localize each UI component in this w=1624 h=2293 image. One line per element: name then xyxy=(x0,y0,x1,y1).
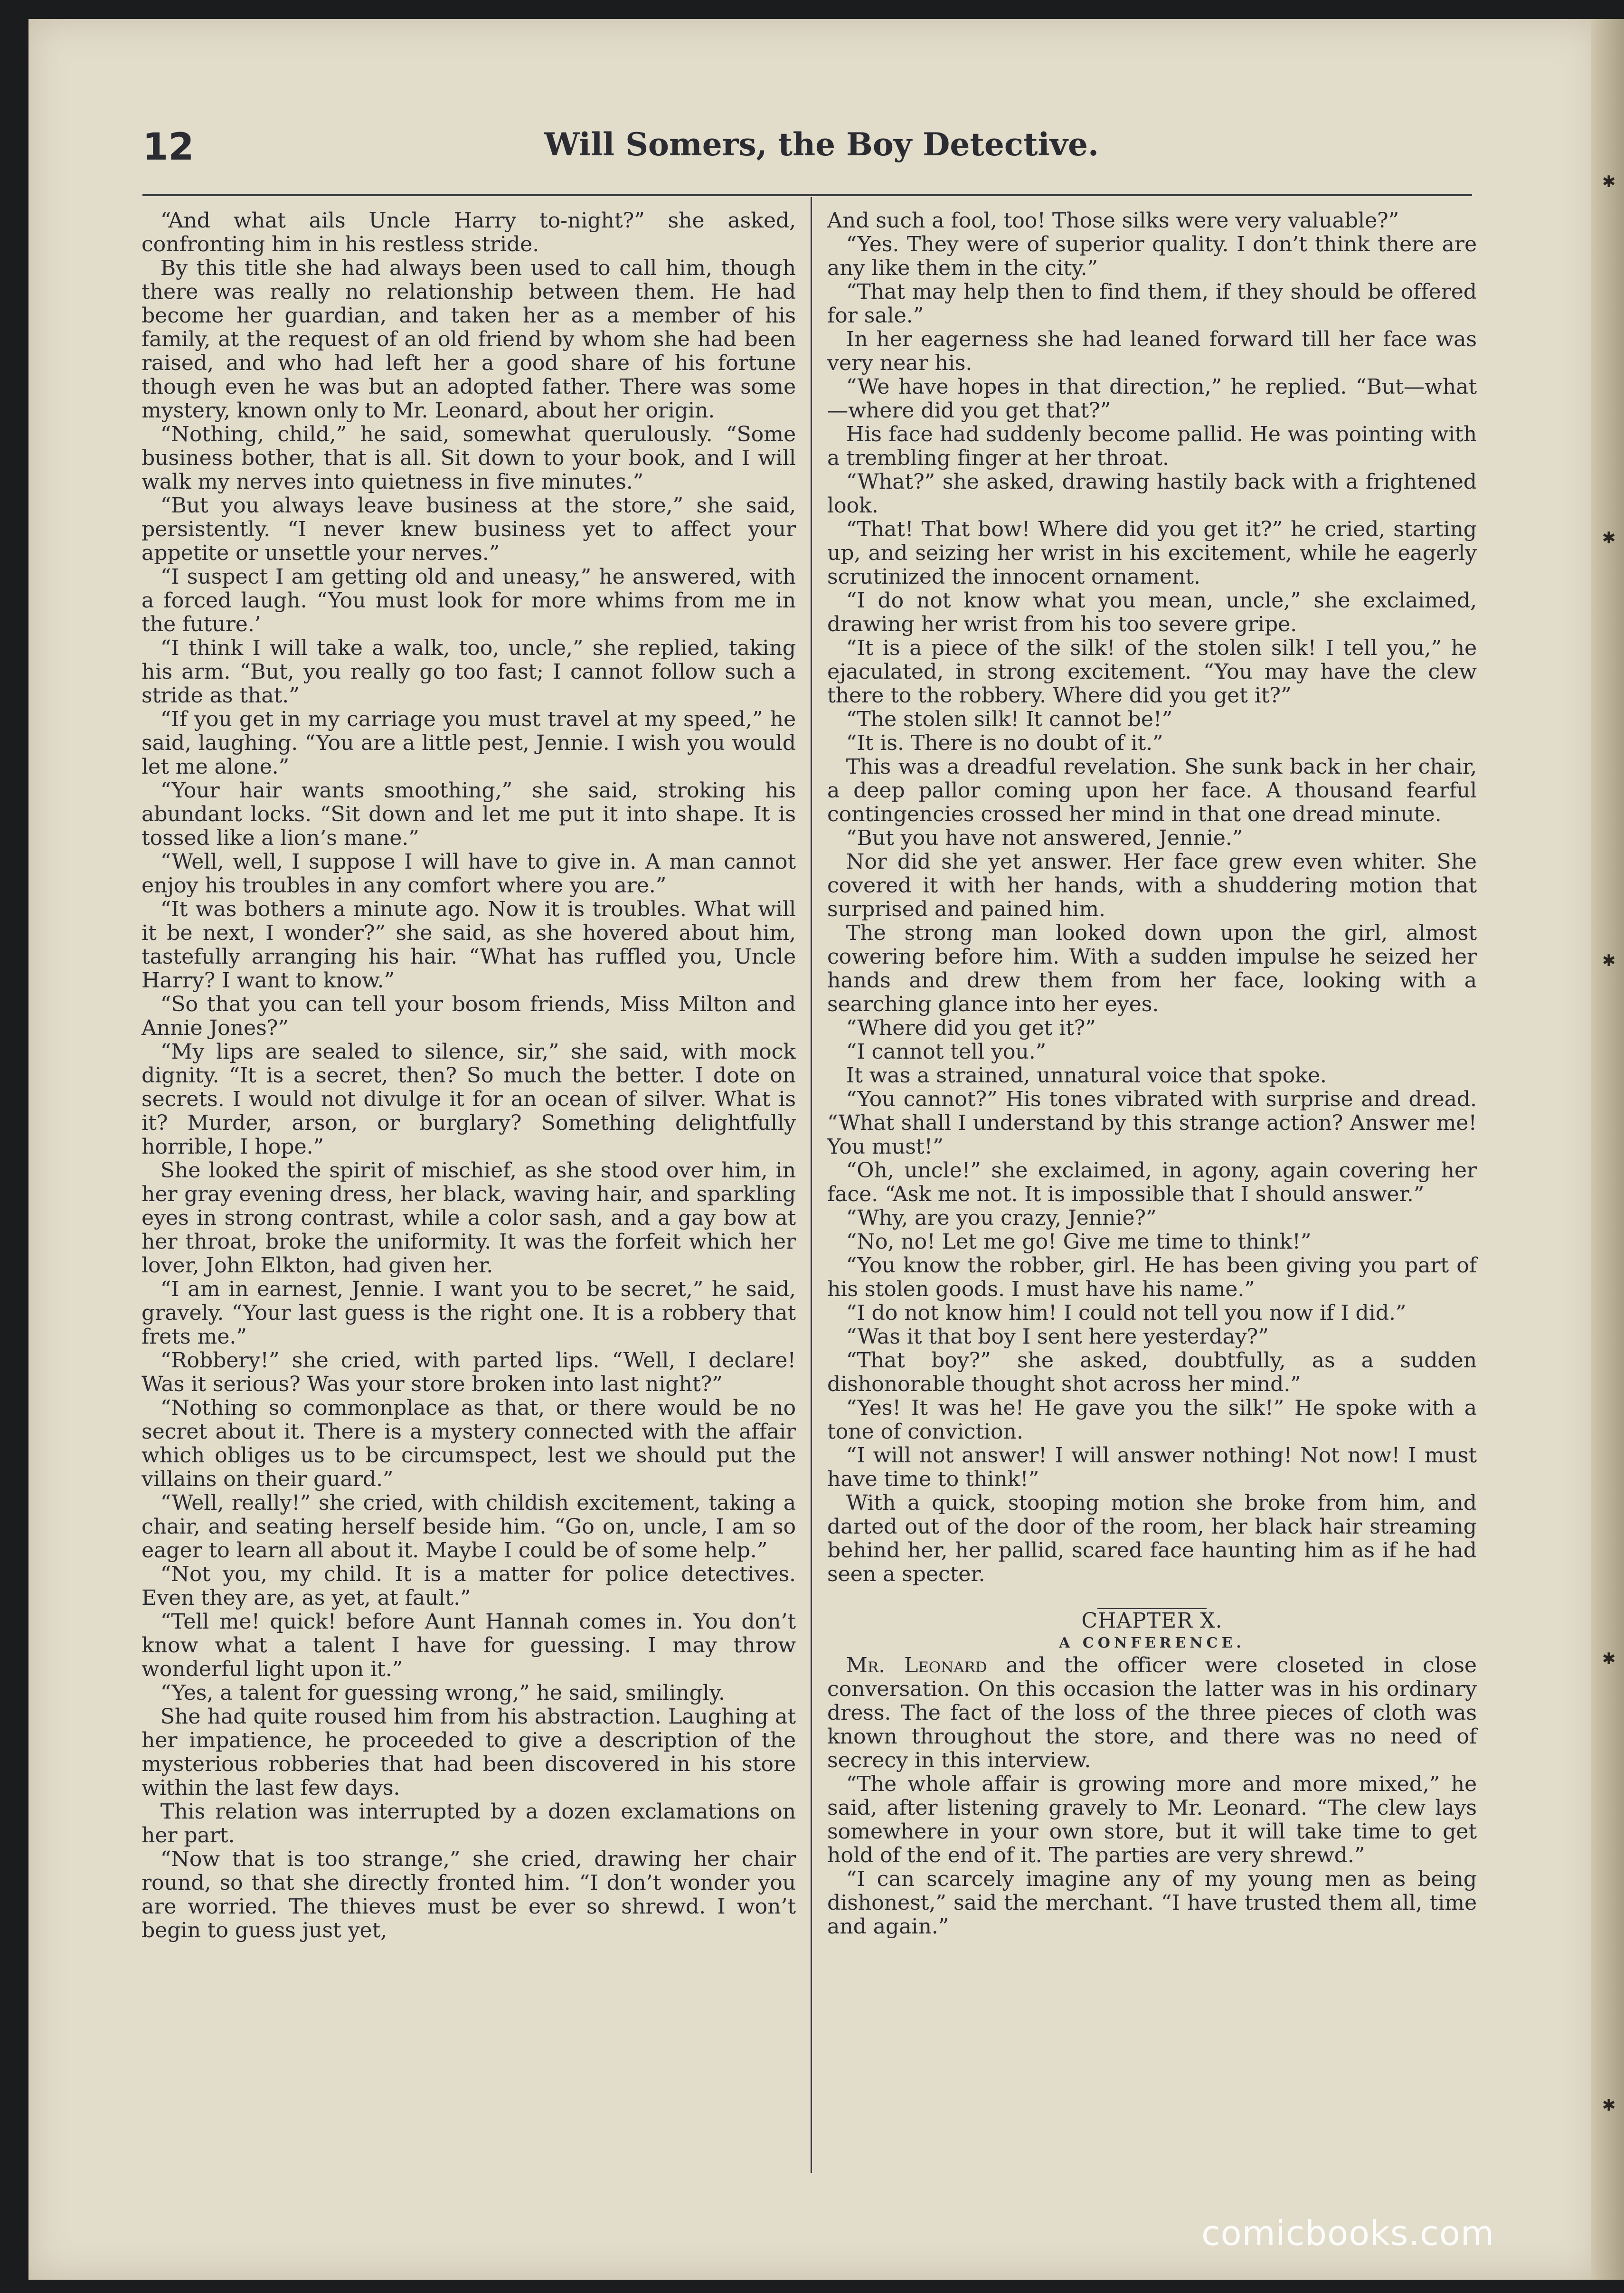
opening-name: Mr. Leonard xyxy=(846,1653,987,1677)
paragraph: “You cannot?” His tones vibrated with surprise and dread. “What shall I understand by this strange action? Answer me! You must!” xyxy=(827,1087,1477,1159)
chapter-opening-paragraph xyxy=(827,1654,1477,1772)
paragraph: “Yes. They were of superior quality. I don’t think there are any like them in the city.” xyxy=(827,232,1477,280)
paragraph: “Yes! It was he! He gave you the silk!” He spoke with a tone of conviction. xyxy=(827,1396,1477,1444)
paragraph: “Not you, my child. It is a matter for police detectives. Even they are, as yet, at fault.” xyxy=(142,1562,796,1610)
binding-tear-mark: ✱ xyxy=(1602,172,1616,191)
paragraph: “I do not know what you mean, uncle,” she exclaimed, drawing her wrist from his too severe gripe. xyxy=(827,588,1477,636)
paragraph: “Your hair wants smoothing,” she said, stroking his abundant locks. “Sit down and let me put it into shape. It is tossed like a lion’s mane.” xyxy=(142,778,796,850)
paragraph: “Well, really!” she cried, with childish excitement, taking a chair, and seating herself beside him. “Go on, uncle, I am so eager to learn all about it. Maybe I could be of some help.” xyxy=(142,1491,796,1563)
column-divider xyxy=(811,197,812,2173)
paragraph: And such a fool, too! Those silks were very valuable?” xyxy=(827,208,1399,233)
paragraph: This relation was interrupted by a dozen exclamations on her part. xyxy=(142,1800,796,1848)
page-edge xyxy=(1591,19,1624,2280)
paragraph: His face had suddenly become pallid. He was pointing with a trembling finger at her throat. xyxy=(827,422,1477,470)
paragraph: “Nothing, child,” he said, somewhat querulously. “Some business bother, that is all. Sit down to your book, and I will walk my nerves into quietness in five minutes.” xyxy=(142,422,796,494)
chapter-header xyxy=(827,1608,1477,1654)
paragraph: “You know the robber, girl. He has been giving you part of his stolen goods. I must have his name.” xyxy=(827,1253,1477,1301)
paragraph: “That boy?” she asked, doubtfully, as a sudden dishonorable thought shot across her mind.” xyxy=(827,1348,1477,1396)
paragraph: “Was it that boy I sent here yesterday?” xyxy=(846,1325,1269,1349)
paragraph: “I can scarcely imagine any of my young men as being dishonest,” said the merchant. “I have trusted them all, time and again.” xyxy=(827,1867,1477,1939)
paragraph: “I will not answer! I will answer nothing! Not now! I must have time to think!” xyxy=(827,1443,1477,1491)
paragraph: “The stolen silk! It cannot be!” xyxy=(846,707,1173,731)
page-header xyxy=(142,126,1472,178)
binding-tear-mark: ✱ xyxy=(1602,1649,1616,1668)
header-rule xyxy=(142,194,1472,196)
paragraph: “But you always leave business at the store,” she said, persistently. “I never knew business yet to affect your appetite or unsettle your nerves.” xyxy=(142,493,796,565)
paragraph: “And what ails Uncle Harry to-night?” she asked, confronting him in his restless stride. xyxy=(142,208,796,256)
paragraph: “If you get in my carriage you must travel at my speed,” he said, laughing. “You are a little pest, Jennie. I wish you would let me alone.” xyxy=(142,707,796,779)
binding-tear-mark: ✱ xyxy=(1602,529,1616,548)
paragraph: “I suspect I am getting old and uneasy,” he answered, with a forced laugh. “You must look for more whims from me in the future.’ xyxy=(142,565,796,636)
paragraph: “My lips are sealed to silence, sir,” she said, with mock dignity. “It is a secret, then? So much the better. I dote on secrets. I would not divulge it for an ocean of silver. What is it? Murder, arson, or burglary? Something delightfully horrible, I hope.” xyxy=(142,1040,796,1159)
paragraph: This was a dreadful revelation. She sunk back in her chair, a deep pallor coming upon her face. A thousand fearful contingencies crossed her mind in that one dread minute. xyxy=(827,755,1477,826)
paragraph: “Tell me! quick! before Aunt Hannah comes in. You don’t know what a talent I have for guessing. I may throw wonderful light upon it.” xyxy=(142,1610,796,1681)
binding-tear-mark: ✱ xyxy=(1602,951,1616,970)
opening-text: and the officer were closeted in close conversation. On this occasion the latter was in his ordinary dress. The fact of the loss of the three pieces of cloth was known throughout the store, and there was no need of secrecy in this interview. xyxy=(827,1653,1477,1772)
paragraph: “It was bothers a minute ago. Now it is troubles. What will it be next, I wonder?” she said, as she hovered about him, tastefully arranging his hair. “What has ruffled you, Uncle Harry? I want to know.” xyxy=(142,897,796,993)
paragraph: “But you have not answered, Jennie.” xyxy=(846,826,1243,850)
paragraph: “Well, well, I suppose I will have to give in. A man cannot enjoy his troubles in any comfort where you are.” xyxy=(142,850,796,898)
paragraph: “That! That bow! Where did you get it?” he cried, starting up, and seizing her wrist in his excitement, while he eagerly scrutinized the innocent ornament. xyxy=(827,517,1477,589)
paragraph: “Oh, uncle!” she exclaimed, in agony, again covering her face. “Ask me not. It is impossible that I should answer.” xyxy=(827,1158,1477,1206)
paragraph: “Robbery!” she cried, with parted lips. “Well, I declare! Was it serious? Was your store broken into last night?” xyxy=(142,1348,796,1396)
page-number: 12 xyxy=(142,126,194,169)
left-column xyxy=(142,209,796,1942)
paragraph: It was a strained, unnatural voice that spoke. xyxy=(846,1063,1327,1088)
paragraph: By this title she had always been used to call him, though there was really no relationship between them. He had become her guardian, and taken her as a member of his family, at the request of an old friend by whom she had been raised, and who had left her a good share of his fortune though even he was but an adopted father. There was some mystery, known only to Mr. Leonard, about her origin. xyxy=(142,256,796,423)
paragraph: “No, no! Let me go! Give me time to think!” xyxy=(846,1230,1312,1254)
paragraph: “Yes, a talent for guessing wrong,” he said, smilingly. xyxy=(160,1681,725,1705)
paragraph: In her eagerness she had leaned forward till her face was very near his. xyxy=(827,327,1477,375)
chapter-subtitle: A CONFERENCE. xyxy=(1059,1635,1245,1651)
paragraph: “We have hopes in that direction,” he replied. “But—what—where did you get that?” xyxy=(827,375,1477,423)
paragraph: “What?” she asked, drawing hastily back with a frightened look. xyxy=(827,470,1477,518)
paragraph: “Where did you get it?” xyxy=(846,1016,1096,1040)
paragraph: “It is. There is no doubt of it.” xyxy=(846,731,1163,755)
paragraph: She looked the spirit of mischief, as she stood over him, in her gray evening dress, her black, waving hair, and sparkling eyes in strong contrast, while a color sash, and a gay bow at her throat, broke the uniformity. It was the forfeit which her lover, John Elkton, had given her. xyxy=(142,1158,796,1278)
paragraph: “Nothing so commonplace as that, or there would be no secret about it. There is a mystery connected with the affair which obliges us to be circumspect, lest we should put the villains on their guard.” xyxy=(142,1396,796,1491)
chapter-heading: CHAPTER X. xyxy=(1081,1609,1223,1633)
paragraph: “Now that is too strange,” she cried, drawing her chair round, so that she directly fronted him. “I don’t wonder you are worried. The thieves must be ever so shrewd. I won’t begin to guess just yet, xyxy=(142,1847,796,1942)
site-watermark: comicbooks.com xyxy=(1201,2213,1495,2253)
paragraph: “That may help then to find them, if they should be offered for sale.” xyxy=(827,280,1477,328)
paragraph: Nor did she yet answer. Her face grew even whiter. She covered it with her hands, with a shuddering motion that surprised and pained him. xyxy=(827,850,1477,921)
paragraph: “I cannot tell you.” xyxy=(846,1040,1047,1064)
paragraph: “I am in earnest, Jennie. I want you to be secret,” he said, gravely. “Your last guess is the right one. It is a robbery that frets me.” xyxy=(142,1277,796,1349)
paragraph: With a quick, stooping motion she broke from him, and darted out of the door of the room, her black hair streaming behind her, her pallid, scared face haunting him as if he had seen a specter. xyxy=(827,1491,1477,1586)
paragraph: “It is a piece of the silk! of the stolen silk! I tell you,” he ejaculated, in strong excitement. “You may have the clew there to the robbery. Where did you get it?” xyxy=(827,636,1477,708)
paragraph: “Why, are you crazy, Jennie?” xyxy=(846,1206,1157,1230)
paragraph: “I think I will take a walk, too, uncle,” she replied, taking his arm. “But, you really go too fast; I cannot follow such a stride as that.” xyxy=(142,636,796,708)
right-column xyxy=(827,209,1477,1939)
paragraph: “I do not know him! I could not tell you now if I did.” xyxy=(846,1301,1407,1325)
paragraph: The strong man looked down upon the girl, almost cowering before him. With a sudden impulse he seized her hands and drew them from her face, looking with a searching glance into her eyes. xyxy=(827,921,1477,1016)
paragraph: She had quite roused him from his abstraction. Laughing at her impatience, he proceeded to give a description of the mysterious robberies that had been discovered in his store within the last few days. xyxy=(142,1705,796,1800)
running-title: Will Somers, the Boy Detective. xyxy=(544,126,1099,163)
paragraph: “The whole affair is growing more and more mixed,” he said, after listening gravely to Mr. Leonard. “The clew lays somewhere in your own store, but it will take time to get hold of the end of it. The parties are very shrewd.” xyxy=(827,1772,1477,1867)
paragraph: “So that you can tell your bosom friends, Miss Milton and Annie Jones?” xyxy=(142,992,796,1040)
binding-tear-mark: ✱ xyxy=(1602,2096,1616,2115)
